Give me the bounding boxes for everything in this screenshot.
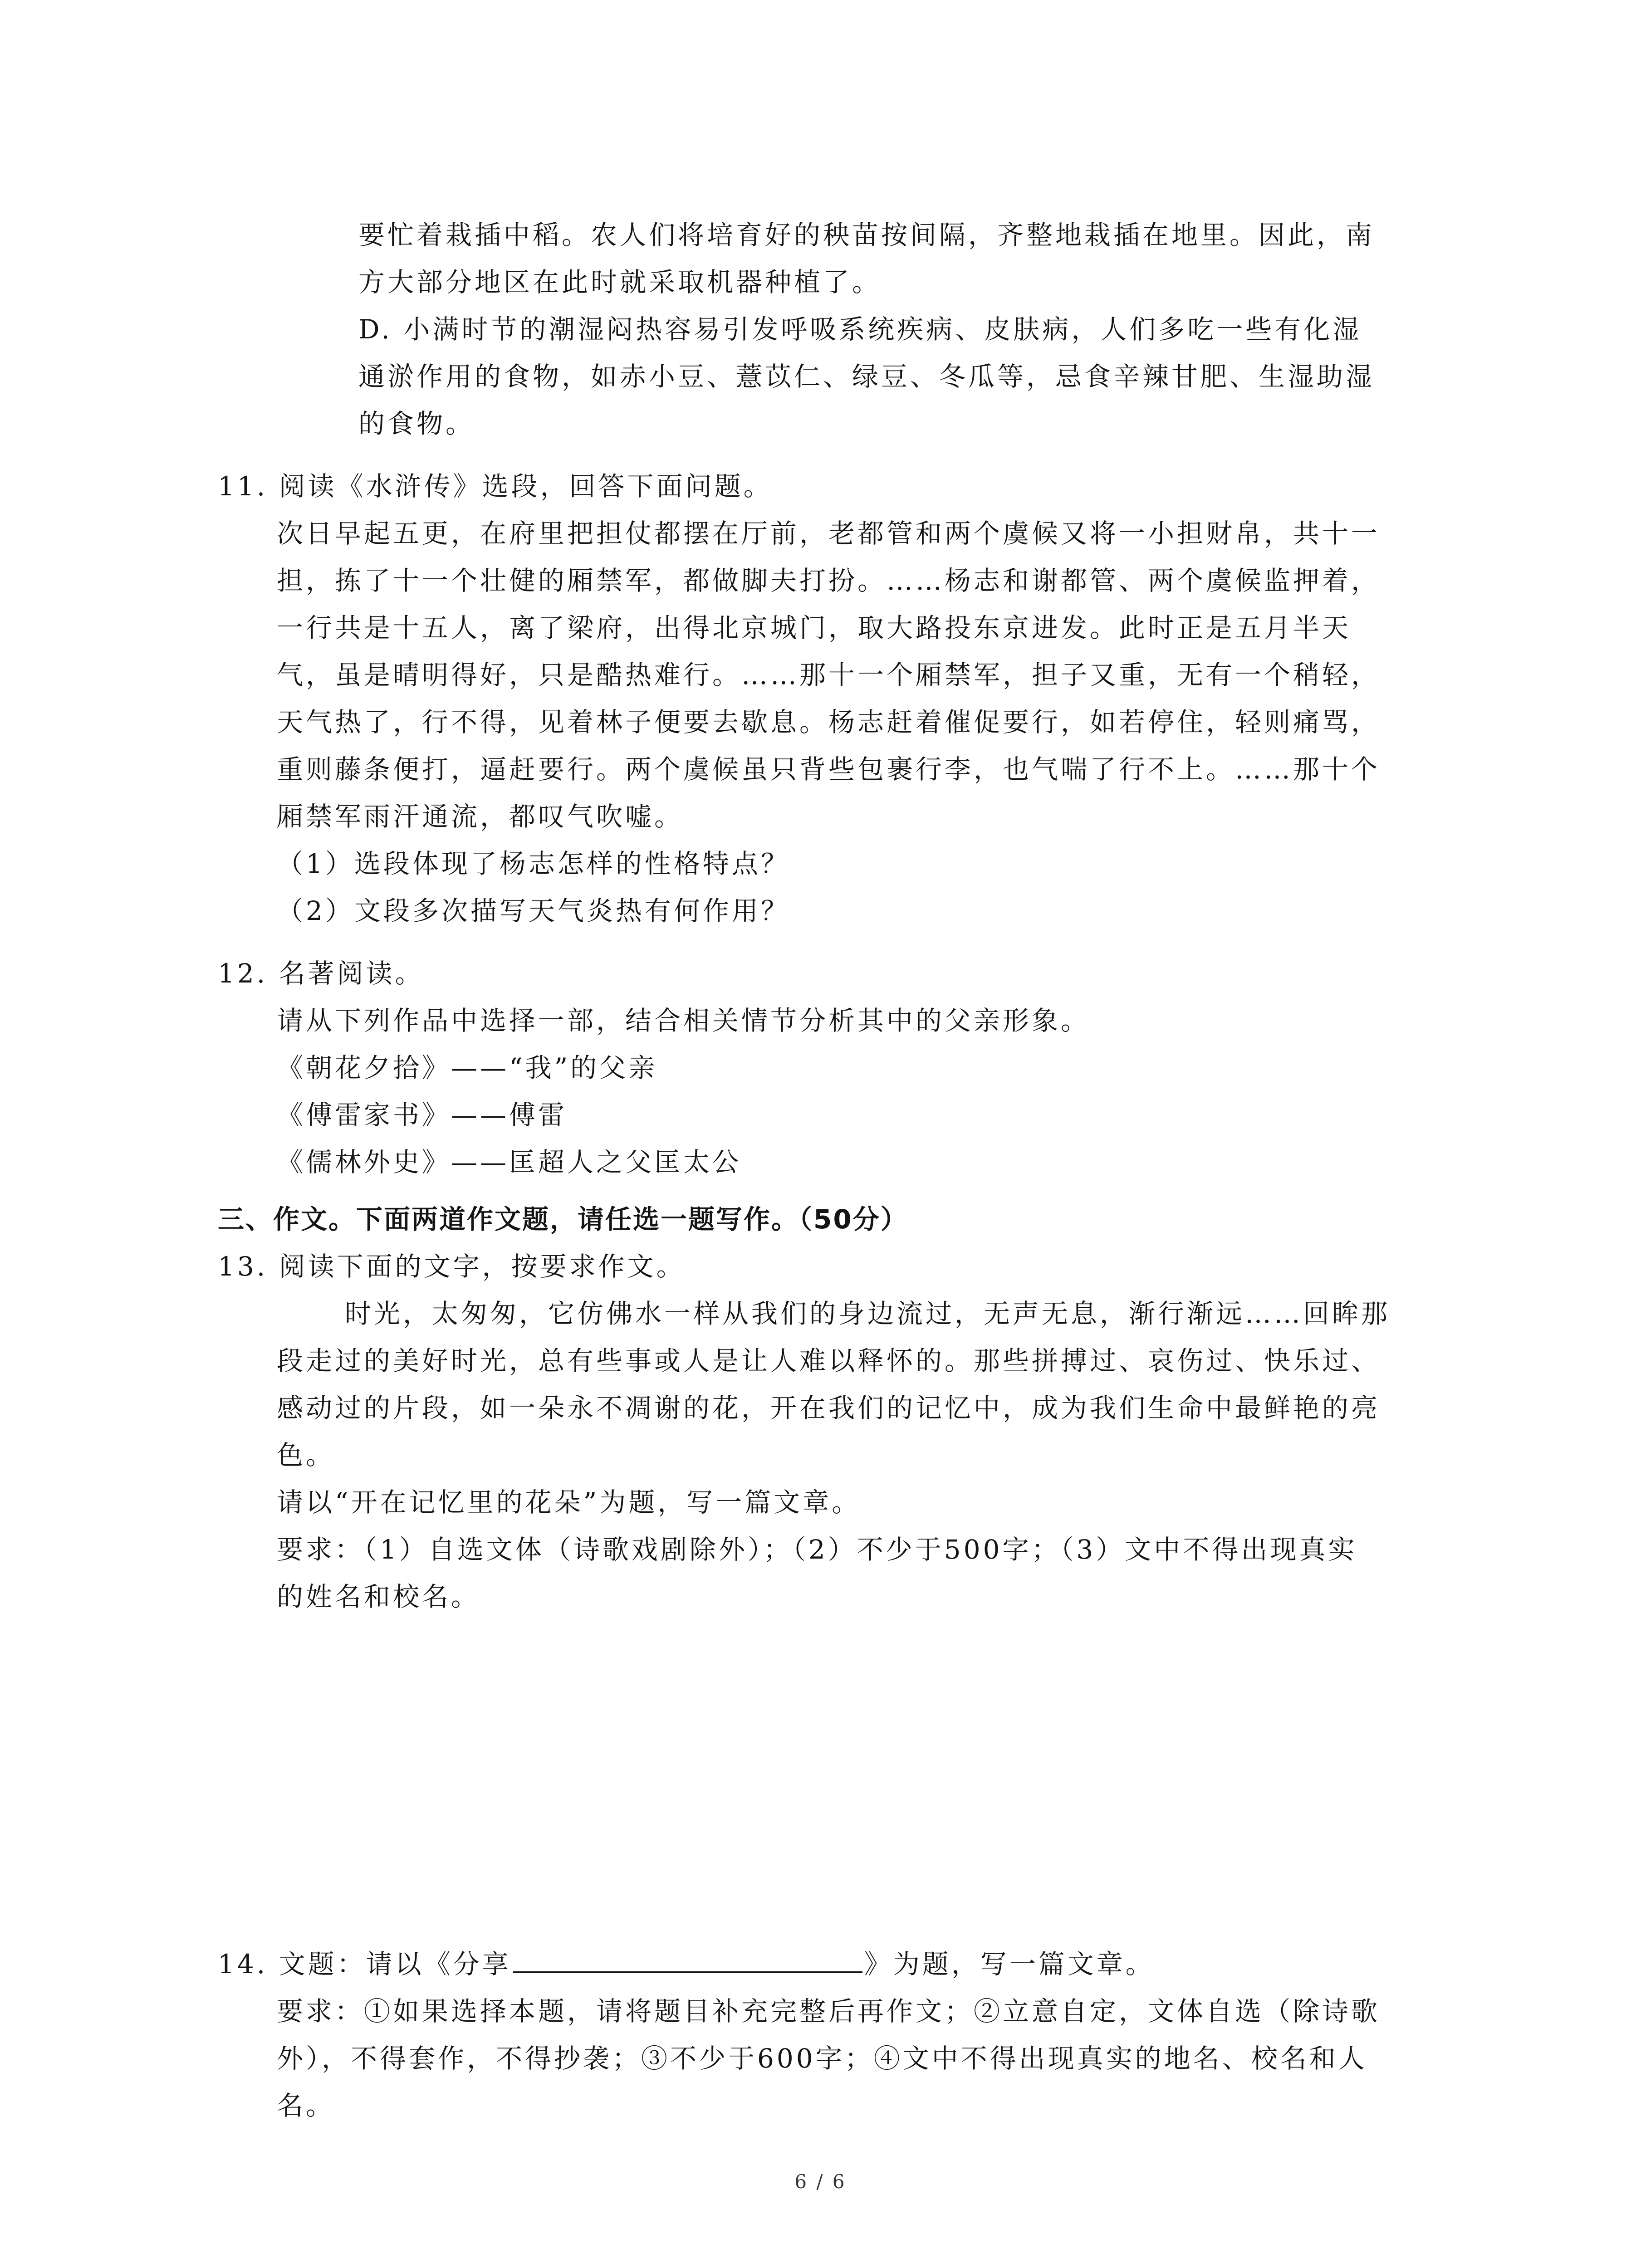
question-13-passage-line: 时光，太匆匆，它仿佛水一样从我们的身边流过，无声无息，渐行渐远……回眸那 (345, 1298, 1391, 1329)
option-c-continuation-line-2: 方大部分地区在此时就采取机器种植了。 (358, 267, 882, 298)
question-11-passage-line: 厢禁军雨汗通流，都叹气吹嘘。 (277, 801, 684, 832)
question-11-subquestion-2: （2）文段多次描写天气炎热有何作用？ (277, 895, 790, 926)
question-13-passage-line: 感动过的片段，如一朵永不凋谢的花，开在我们的记忆中，成为我们生命中最鲜艳的亮 (277, 1393, 1381, 1423)
question-14-requirements-line: 外），不得套作，不得抄袭；③不少于600字；④文中不得出现真实的地名、校名和人 (277, 2043, 1367, 2074)
question-14-title-prefix: 14. 文题：请以《分享 (218, 1949, 511, 1980)
question-11-passage-line: 次日早起五更，在府里把担仗都摆在厅前，老都管和两个虞候又将一小担财帛，共十一 (277, 518, 1381, 549)
question-13-passage-line: 色。 (277, 1440, 335, 1471)
question-11-subquestion-1: （1）选段体现了杨志怎样的性格特点？ (277, 848, 790, 879)
question-13-passage-line: 段走过的美好时光，总有些事或人是让人难以释怀的。那些拼搏过、哀伤过、快乐过、 (277, 1345, 1381, 1376)
question-14-requirements-line: 名。 (277, 2090, 335, 2121)
question-12-instruction: 请从下列作品中选择一部，结合相关情节分析其中的父亲形象。 (277, 1005, 1090, 1036)
question-11-passage-line: 一行共是十五人，离了梁府，出得北京城门，取大路投东京进发。此时正是五月半天 (277, 612, 1352, 643)
question-14-title (218, 1941, 1155, 1988)
question-14-requirements-line: 要求：①如果选择本题，请将题目补充完整后再作文；②立意自定，文体自选（除诗歌 (277, 1996, 1381, 2027)
option-c-continuation-line-1: 要忙着栽插中稻。农人们将培育好的秧苗按间隔，齐整地栽插在地里。因此，南 (358, 220, 1375, 250)
title-fill-in-blank (513, 1944, 862, 1973)
question-11-passage-line: 气，虽是晴明得好，只是酷热难行。……那十一个厢禁军，担子又重，无有一个稍轻， (277, 660, 1381, 690)
section-3-heading: 三、作文。下面两道作文题，请任选一题写作。（50分） (218, 1204, 908, 1235)
question-11-passage-line: 重则藤条便打，逼赶要行。两个虞候虽只背些包裹行李，也气喘了行不上。……那十个 (277, 754, 1381, 785)
question-13-requirements-line-1: 要求：（1）自选文体（诗歌戏剧除外）；（2）不少于500字；（3）文中不得出现真实 (277, 1534, 1357, 1565)
question-12-work-item: 《儒林外史》——匡超人之父匡太公 (277, 1147, 742, 1178)
question-12-work-item: 《傅雷家书》——傅雷 (277, 1100, 568, 1130)
question-11-title: 11. 阅读《水浒传》选段，回答下面问题。 (218, 471, 773, 502)
question-13-prompt: 请以“开在记忆里的花朵”为题，写一篇文章。 (277, 1487, 861, 1518)
question-12-title: 12. 名著阅读。 (218, 958, 424, 989)
option-d-line-2: 通淤作用的食物，如赤小豆、薏苡仁、绿豆、冬瓜等，忌食辛辣甘肥、生湿助湿 (358, 361, 1375, 392)
question-11-passage-line: 担，拣了十一个壮健的厢禁军，都做脚夫打扮。……杨志和谢都管、两个虞候监押着， (277, 565, 1381, 596)
option-d-line-1: D. 小满时节的潮湿闷热容易引发呼吸系统疾病、皮肤病，人们多吃一些有化湿 (358, 314, 1362, 345)
option-d-line-3: 的食物。 (358, 408, 475, 439)
question-13-requirements-line-2: 的姓名和校名。 (277, 1581, 480, 1612)
question-13-title: 13. 阅读下面的文字，按要求作文。 (218, 1251, 686, 1282)
question-11-passage-line: 天气热了，行不得，见着林子便要去歇息。杨志赶着催促要行，如若停住，轻则痛骂， (277, 707, 1381, 738)
question-12-work-item: 《朝花夕拾》——“我”的父亲 (277, 1052, 658, 1083)
question-14-title-suffix: 》为题，写一篇文章。 (864, 1949, 1155, 1980)
page-number: 6 / 6 (794, 2170, 847, 2193)
